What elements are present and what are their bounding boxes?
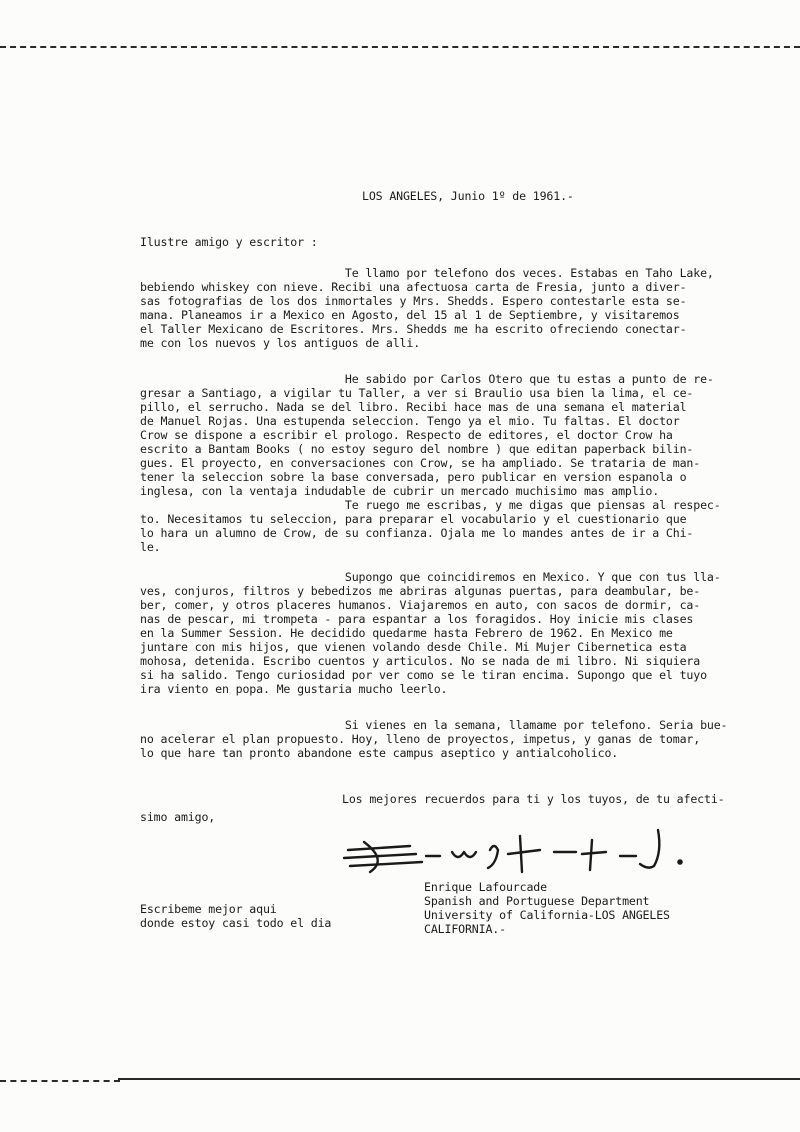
- text-line: Te ruego me escribas, y me digas que piensas al respec-: [140, 498, 721, 512]
- text-line: ves, conjuros, filtros y bebedizos me abriras algunas puertas, para deambular, be-: [140, 584, 701, 598]
- text-line: ira viento en popa. Me gustaria mucho leerlo.: [140, 682, 448, 696]
- text-line: tener la seleccion sobre la base conversada, pero publicar en version espanola o: [140, 470, 687, 484]
- text-line: no acelerar el plan propuesto. Hoy, lleno de proyectos, impetus, y ganas de tomar,: [140, 732, 701, 746]
- text-line: gresar a Santiago, a vigilar tu Taller, a ver si Braulio usa bien la lima, el ce-: [140, 386, 694, 400]
- scan-edge-top: [0, 46, 800, 48]
- text-line: me con los nuevos y los antiguos de alli.: [140, 336, 421, 350]
- text-line: juntare con mis hijos, que vienen volando desde Chile. Mi Mujer Cibernetica esta: [140, 640, 687, 654]
- closing-tail: simo amigo,: [140, 810, 216, 824]
- text-line: escrito a Bantam Books ( no estoy seguro del nombre ) que editan paperback bilin-: [140, 442, 694, 456]
- text-line: to. Necesitamos tu seleccion, para preparar el vocabulario y el cuestionario que: [140, 512, 687, 526]
- text-line: ber, comer, y otros placeres humanos. Viajaremos en auto, con sacos de dormir, ca-: [140, 598, 701, 612]
- signer-name: Enrique Lafourcade: [424, 880, 547, 894]
- signer-state: CALIFORNIA.-: [424, 922, 506, 936]
- scan-edge-bottom-left: [0, 1080, 120, 1082]
- scan-edge-bottom: [118, 1078, 800, 1080]
- paragraph-1: [140, 266, 780, 350]
- signer-university: University of California-LOS ANGELES: [424, 908, 670, 922]
- paragraph-4: [140, 718, 780, 760]
- text-line: le.: [140, 540, 161, 554]
- text-line: Te llamo por telefono dos veces. Estabas en Taho Lake,: [140, 266, 714, 280]
- signature-block: [424, 880, 670, 936]
- text-line: Crow se dispone a escribir el prologo. Respecto de editores, el doctor Crow ha: [140, 428, 673, 442]
- text-line: en la Summer Session. He decidido quedarme hasta Febrero de 1962. En Mexico me: [140, 626, 673, 640]
- text-line: pillo, el serrucho. Nada se del libro. Recibi hace mas de una semana el material: [140, 400, 687, 414]
- text-line: lo que hare tan pronto abandone este campus aseptico y antialcoholico.: [140, 746, 619, 760]
- text-line: gues. El proyecto, en conversaciones con Crow, se ha ampliado. Se trataria de man-: [140, 456, 701, 470]
- address-note: [140, 902, 331, 930]
- text-line: mana. Planeamos ir a Mexico en Agosto, del 15 al 1 de Septiembre, y visitaremos: [140, 308, 680, 322]
- text-line: nas de pescar, mi trompeta - para espantar a los foragidos. Hoy inicie mis clases: [140, 612, 694, 626]
- handwritten-signature: [340, 826, 700, 882]
- text-line: de Manuel Rojas. Una estupenda seleccion. Tengo ya el mio. Tu faltas. El doctor: [140, 414, 680, 428]
- text-line: Supongo que coincidiremos en Mexico. Y que con tus lla-: [140, 570, 721, 584]
- text-line: si ha salido. Tengo curiosidad por ver como se le tiran encima. Supongo que el tuyo: [140, 668, 707, 682]
- text-line: el Taller Mexicano de Escritores. Mrs. Shedds me ha escrito ofreciendo conectar-: [140, 322, 687, 336]
- paragraph-2: [140, 372, 780, 554]
- closing-line: Los mejores recuerdos para ti y los tuyos, de tu afecti-: [342, 792, 725, 806]
- letter-salutation: Ilustre amigo y escritor :: [140, 235, 318, 249]
- text-line: mohosa, detenida. Escribo cuentos y articulos. No se nada de mi libro. Ni siquiera: [140, 654, 701, 668]
- text-line: lo hara un alumno de Crow, de su confianza. Ojala me lo mandes antes de ir a Chi-: [140, 526, 694, 540]
- paragraph-3: [140, 570, 780, 696]
- note-line: donde estoy casi todo el dia: [140, 916, 332, 930]
- text-line: bebiendo whiskey con nieve. Recibi una afectuosa carta de Fresia, junto a diver-: [140, 280, 687, 294]
- text-line: He sabido por Carlos Otero que tu estas a punto de re-: [140, 372, 714, 386]
- text-line: sas fotografias de los dos inmortales y Mrs. Shedds. Espero contestarle esta se-: [140, 294, 687, 308]
- letter-date: LOS ANGELES, Junio 1º de 1961.-: [362, 189, 574, 203]
- signer-department: Spanish and Portuguese Department: [424, 894, 650, 908]
- note-line: Escribeme mejor aqui: [140, 902, 277, 916]
- text-line: inglesa, con la ventaja indudable de cubrir un mercado muchisimo mas amplio.: [140, 484, 660, 498]
- text-line: Si vienes en la semana, llamame por telefono. Seria bue-: [140, 718, 728, 732]
